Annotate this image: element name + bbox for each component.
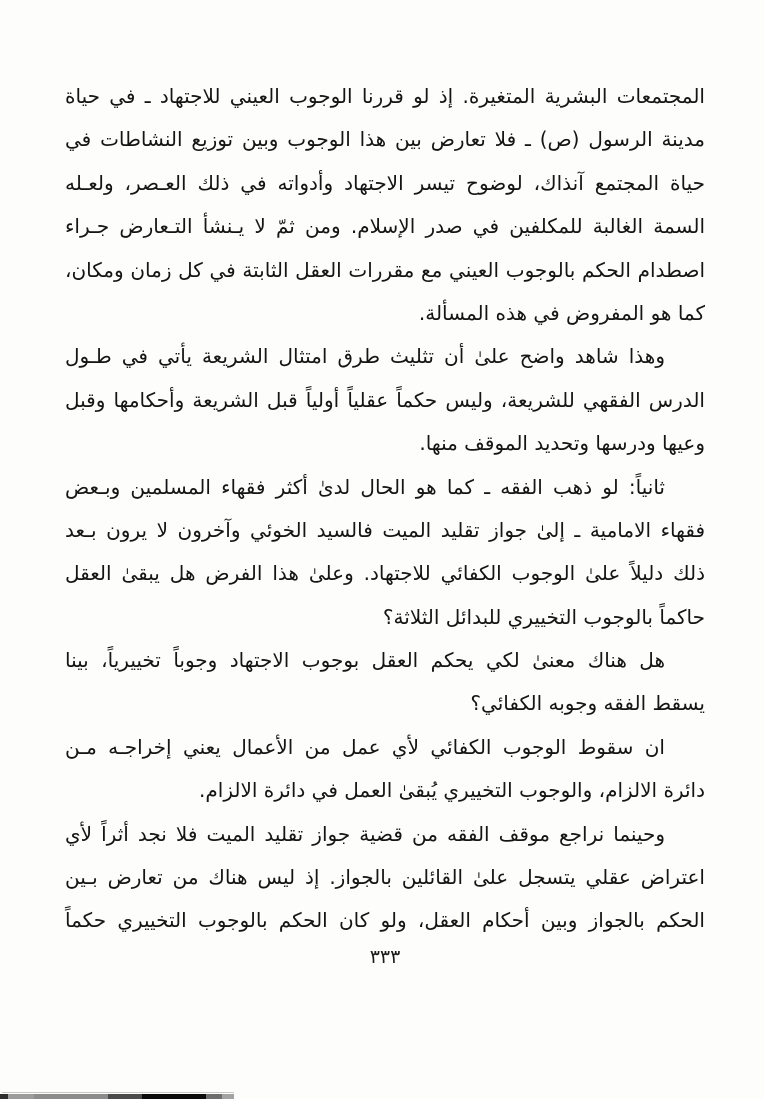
scan-artifact-segment [222,1094,234,1099]
text-line: الدرس الفقهي للشريعة، وليس حكماً عقلياً أولياً قبل الشريعة وأحكامها وقبل [65,387,705,412]
text-line: حياة المجتمع آنذاك، لوضوح تيسر الاجتهاد وأدواته في ذلك العـصر، ولعـله [65,170,705,195]
text-line: ان سقوط الوجوب الكفائي لأي عمل من الأعمال يعني إخراجـه مـن [65,734,665,759]
scan-artifact-segment [108,1094,142,1099]
page-number: ٣٣٣ [369,946,401,968]
text-line: كما هو المفروض في هذه المسألة. [418,300,705,325]
text-line: فقهاء الامامية ـ إلىٰ جواز تقليد الميت فالسيد الخوئي وآخرون لا يرون بـعد [65,517,705,542]
scan-artifact-segment [142,1094,206,1099]
text-line: اصطدام الحكم بالوجوب العيني مع مقررات العقل الثابتة في كل زمان ومكان، [65,257,705,282]
text-line: المجتمعات البشرية المتغيرة. إذ لو قررنا الوجوب العيني للاجتهاد ـ في حياة [65,84,705,108]
text-line: يسقط الفقه وجوبه الكفائي؟ [470,691,705,716]
text-line: الحكم بالجواز وبين أحكام العقل، ولو كان الحكم بالوجوب التخييري حكماً [65,908,705,933]
text-line: مدينة الرسول (ص) ـ فلا تعارض بين هذا الوجوب وبين توزيع النشاطات في [65,127,705,152]
scan-artifact-segment [0,1094,8,1099]
scan-artifact-bar [0,1094,234,1099]
text-line: هل هناك معنىٰ لكي يحكم العقل بوجوب الاجتهاد وجوباً تخييرياً، بينا [65,648,665,673]
scan-artifact-segment [34,1094,108,1099]
text-line: اعتراض عقلي يتسجل علىٰ القائلين بالجواز. إذ ليس هناك من تعارض بـين [65,865,705,890]
text-line: حاكماً بالوجوب التخييري للبدائل الثلاثة؟ [382,604,705,629]
text-line: وحينما نراجع موقف الفقه من قضية جواز تقليد الميت فلا نجد أثراً لأي [65,821,665,846]
scan-artifact-segment [8,1094,34,1099]
text-block [65,75,705,943]
scan-artifact-segment [206,1094,222,1099]
text-line: السمة الغالبة للمكلفين في صدر الإسلام. ومن ثمّ لا يـنشأ التـعارض جـراء [65,214,705,239]
scan-artifact-line [2,1092,234,1093]
text-line: وهذا شاهد واضح علىٰ أن تثليث طرق امتثال الشريعة يأتي في طـول [65,344,665,369]
text-line: وعيها ودرسها وتحديد الموقف منها. [419,431,705,456]
text-line: دائرة الالزام، والوجوب التخييري يُبقىٰ العمل في دائرة الالزام. [199,778,705,803]
text-line: ثانياً: لو ذهب الفقه ـ كما هو الحال لدىٰ أكثر فقهاء المسلمين وبـعض [65,474,665,499]
text-line: ذلك دليلاً علىٰ الوجوب الكفائي للاجتهاد. وعلىٰ هذا الفرض هل يبقىٰ العقل [65,561,705,586]
